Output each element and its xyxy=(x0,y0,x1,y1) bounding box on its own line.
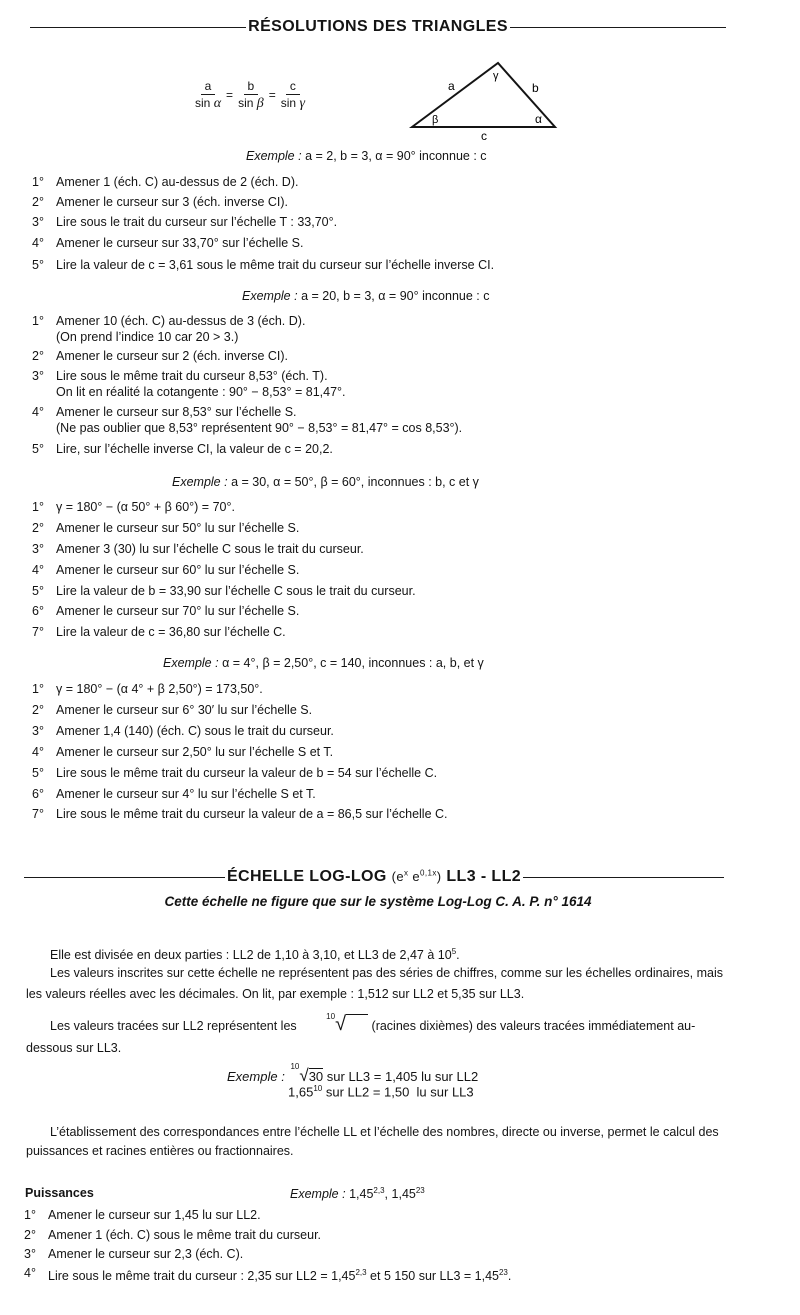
radical-sign: √ xyxy=(335,1013,347,1036)
step-number: 1° xyxy=(32,314,44,328)
exponent: 23 xyxy=(498,1268,508,1277)
example-label: Exemple : xyxy=(172,475,228,489)
step-text: Lire la valeur de c = 3,61 sous le même trait du curseur sur l’échelle inverse CI. xyxy=(56,258,495,272)
fraction-b xyxy=(234,78,268,112)
sin-label: sin xyxy=(280,96,297,110)
example-text: α = 4°, β = 2,50°, c = 140, inconnues : a, b, et γ xyxy=(222,656,484,670)
example-text: sur LL2 = 1,50 lu sur LL3 xyxy=(325,1084,474,1100)
step-number: 6° xyxy=(32,604,44,618)
powers-step xyxy=(24,1227,321,1243)
section-heading-log-log xyxy=(24,868,724,886)
example-4-step xyxy=(32,681,263,697)
tenth-root-expression xyxy=(288,1061,324,1086)
step-number: 4° xyxy=(32,745,44,759)
step-text: Amener le curseur sur 60° lu sur l’échelle S. xyxy=(56,563,300,577)
side-b-label: b xyxy=(532,81,539,95)
denominator-sin-alpha xyxy=(191,95,225,112)
example-3-step xyxy=(32,499,235,515)
step-line: (Ne pas oublier que 8,53° représentent 90° − 8,53° = 81,47° = cos 8,53°). xyxy=(56,421,463,435)
step-line: (On prend l’indice 10 car 20 > 3.) xyxy=(56,330,239,344)
step-number: 3° xyxy=(24,1247,36,1261)
step-part: Lire sous le même trait du curseur : 2,35 sur LL2 = 1,45 xyxy=(48,1269,356,1284)
root-index: 10 xyxy=(290,1061,300,1071)
step-number: 4° xyxy=(32,236,44,250)
example-2-step xyxy=(32,441,333,457)
paragraph-roots xyxy=(26,1012,728,1037)
example-4-step xyxy=(32,806,448,822)
step-text: Lire la valeur de c = 36,80 sur l’échelle C. xyxy=(56,625,286,639)
angle-beta-label: β xyxy=(432,114,439,126)
example-label: Exemple : xyxy=(290,1187,346,1202)
step-line: Lire sous le même trait du curseur 8,53° (éch. T). xyxy=(56,369,328,383)
numerator-a: a xyxy=(201,78,216,95)
example-2-step xyxy=(32,313,305,345)
exponent: 10 xyxy=(313,1084,323,1093)
step-line: On lit en réalité la cotangente : 90° − 8,53° = 81,47°. xyxy=(56,385,346,399)
equals-sign: = xyxy=(268,88,276,102)
heading-rule-right xyxy=(523,877,724,878)
example-4-statement xyxy=(163,656,484,670)
example-text: a = 20, b = 3, α = 90° inconnue : c xyxy=(301,289,490,303)
heading-rule-left xyxy=(24,877,225,878)
step-number: 7° xyxy=(32,625,44,639)
title-formula xyxy=(392,869,442,884)
punctuation: . xyxy=(456,948,460,963)
step-number: 1° xyxy=(32,500,44,514)
example-label: Exemple : xyxy=(246,149,302,163)
power-base: 1,65 xyxy=(288,1084,314,1100)
example-2-step xyxy=(32,404,462,436)
step-number: 1° xyxy=(32,175,44,189)
formula-part: e xyxy=(408,869,421,884)
step-number: 2° xyxy=(32,521,44,535)
example-1-step xyxy=(32,257,494,273)
step-number: 7° xyxy=(32,807,44,821)
numerator-c: c xyxy=(286,78,300,95)
example-4-step xyxy=(32,765,437,781)
exponent: 23 xyxy=(415,1186,425,1195)
exponent: 5 xyxy=(451,947,457,956)
step-text xyxy=(56,404,462,436)
example-text: a = 30, α = 50°, β = 60°, inconnues : b, c et γ xyxy=(231,475,479,489)
step-part: et 5 150 sur LL3 = 1,45 xyxy=(366,1269,499,1284)
example-1-statement xyxy=(246,149,487,163)
sin-label: sin xyxy=(195,96,211,110)
title-scales: LL3 - LL2 xyxy=(446,868,522,885)
exponent: 2,3 xyxy=(355,1268,367,1277)
step-number: 5° xyxy=(32,584,44,598)
separator: , xyxy=(384,1187,389,1202)
law-of-sines-formula xyxy=(191,78,309,112)
example-4-step xyxy=(32,744,333,760)
formula-part: (e xyxy=(391,869,404,884)
exponent: 2,3 xyxy=(373,1186,385,1195)
example-1-step xyxy=(32,214,337,230)
example-text: a = 2, b = 3, α = 90° inconnue : c xyxy=(305,149,487,163)
step-text: Amener le curseur sur 2 (éch. inverse CI). xyxy=(56,349,289,363)
formula-part: ) xyxy=(436,869,442,884)
example-2-statement xyxy=(242,289,489,303)
step-number: 4° xyxy=(32,563,44,577)
step-number: 5° xyxy=(32,442,44,456)
side-c-label: c xyxy=(481,129,487,143)
step-number: 4° xyxy=(32,405,44,419)
step-text: Amener le curseur sur 2,50° lu sur l’échelle S et T. xyxy=(56,745,334,759)
step-number: 3° xyxy=(32,724,44,738)
step-text: Amener le curseur sur 70° lu sur l’échelle S. xyxy=(56,604,300,618)
step-number: 1° xyxy=(24,1208,36,1222)
step-text: γ = 180° − (α 50° + β 60°) = 70°. xyxy=(56,500,235,514)
heading-rule-right xyxy=(510,27,726,28)
paragraph-values: Les valeurs inscrites sur cette échelle ne représentent pas des séries de chiffres, comme sur les échelles ordinaires, mais les valeurs réelles avec les décimales. On lit, par exemple : 1,512 sur LL2 et 5,35 sur LL3. xyxy=(26,966,723,1001)
title-main: ÉCHELLE LOG-LOG xyxy=(226,868,387,885)
tenth-root-symbol xyxy=(300,1012,368,1037)
section-title: RÉSOLUTIONS DES TRIANGLES xyxy=(248,18,508,35)
example-2-step xyxy=(32,368,346,400)
sin-label: sin xyxy=(238,96,254,110)
step-number: 2° xyxy=(24,1228,36,1242)
heading-rule-left xyxy=(30,27,246,28)
powers-step xyxy=(24,1265,511,1284)
step-text: Amener le curseur sur 1,45 lu sur LL2. xyxy=(48,1208,261,1222)
example-label: Exemple : xyxy=(242,289,298,303)
step-text: Amener le curseur sur 6° 30′ lu sur l’échelle S. xyxy=(56,703,313,717)
example-3-statement xyxy=(172,475,479,489)
formula-exponent: x xyxy=(403,868,409,878)
step-number: 2° xyxy=(32,195,44,209)
step-text: Lire sous le même trait du curseur la valeur de a = 86,5 sur l’échelle C. xyxy=(56,807,448,821)
step-text: Amener le curseur sur 4° lu sur l’échelle S et T. xyxy=(56,787,316,801)
power-base: 1,45 xyxy=(391,1187,416,1202)
step-number: 5° xyxy=(32,258,44,272)
angle-alpha-label: α xyxy=(535,112,542,126)
radicand: 30 xyxy=(308,1069,324,1084)
step-text: Amener le curseur sur 50° lu sur l’échelle S. xyxy=(56,521,300,535)
step-text: Lire, sur l’échelle inverse CI, la valeur de c = 20,2. xyxy=(56,442,333,456)
step-number: 6° xyxy=(32,787,44,801)
example-label: Exemple : xyxy=(163,656,219,670)
step-text xyxy=(56,368,346,400)
numerator-b: b xyxy=(244,78,259,95)
equals-sign: = xyxy=(226,88,234,102)
denominator-sin-beta xyxy=(234,95,268,112)
radical-sign: √ xyxy=(299,1066,309,1085)
step-text: Lire sous le même trait du curseur la valeur de b = 54 sur l’échelle C. xyxy=(56,766,438,780)
root-index: 10 xyxy=(326,1012,336,1021)
example-3-step xyxy=(32,520,299,536)
step-text: γ = 180° − (α 4° + β 2,50°) = 173,50°. xyxy=(56,682,263,696)
example-4-step xyxy=(32,723,334,739)
formula-exponent: 0,1x xyxy=(420,868,437,878)
side-a-label: a xyxy=(448,79,455,93)
example-3-step xyxy=(32,541,364,557)
example-1-step xyxy=(32,174,298,190)
example-2-step xyxy=(32,348,288,364)
fraction-c xyxy=(277,78,309,112)
step-text xyxy=(48,1265,511,1284)
step-text: Amener 1 (éch. C) au-dessus de 2 (éch. D). xyxy=(56,175,299,189)
step-text xyxy=(56,313,305,345)
fraction-a xyxy=(191,78,225,112)
loglog-example-line2 xyxy=(288,1084,474,1099)
step-number: 1° xyxy=(32,682,44,696)
step-text: Amener le curseur sur 33,70° sur l’échelle S. xyxy=(56,236,304,250)
radical-bar xyxy=(346,1014,368,1015)
example-3-step xyxy=(32,624,286,640)
powers-example xyxy=(290,1186,425,1201)
example-3-step xyxy=(32,583,416,599)
punctuation: . xyxy=(507,1269,512,1284)
paragraph-correspondences: L’établissement des correspondances entre l’échelle LL et l’échelle des nombres, directe ou inverse, permet le calcul des puissances et racines entières ou fractionnaires. xyxy=(26,1125,719,1158)
step-text: Amener le curseur sur 2,3 (éch. C). xyxy=(48,1247,244,1261)
step-number: 3° xyxy=(32,369,44,383)
powers-step xyxy=(24,1246,243,1262)
step-number: 5° xyxy=(32,766,44,780)
example-3-step xyxy=(32,603,299,619)
step-text: Amener le curseur sur 3 (éch. inverse CI). xyxy=(56,195,289,209)
step-line: Amener 10 (éch. C) au-dessus de 3 (éch. D). xyxy=(56,314,306,328)
step-text: Amener 3 (30) lu sur l’échelle C sous le trait du curseur. xyxy=(56,542,364,556)
beta-symbol: β xyxy=(256,96,264,111)
step-number: 3° xyxy=(32,542,44,556)
power-base: 1,45 xyxy=(349,1187,374,1202)
example-label: Exemple : xyxy=(227,1069,285,1084)
alpha-symbol: α xyxy=(213,96,222,111)
example-text: sur LL3 = 1,405 lu sur LL2 xyxy=(326,1069,479,1084)
paragraph-text: Les valeurs tracées sur LL2 représentent les xyxy=(50,1019,297,1034)
example-3-step xyxy=(32,562,299,578)
step-number: 3° xyxy=(32,215,44,229)
example-4-step xyxy=(32,786,316,802)
section-title xyxy=(225,868,523,886)
powers-heading: Puissances xyxy=(25,1186,94,1200)
step-line: Amener le curseur sur 8,53° sur l’échelle S. xyxy=(56,405,297,419)
step-text: Amener 1 (éch. C) sous le même trait du curseur. xyxy=(48,1228,322,1242)
step-text: Amener 1,4 (140) (éch. C) sous le trait du curseur. xyxy=(56,724,334,738)
loglog-example-line1 xyxy=(227,1061,479,1086)
paragraph-roots-line2: dessous sur LL3. xyxy=(26,1041,122,1055)
step-number: 2° xyxy=(32,349,44,363)
example-1-step xyxy=(32,235,303,251)
section-heading-triangles xyxy=(30,18,726,36)
step-number: 2° xyxy=(32,703,44,717)
denominator-sin-gamma xyxy=(277,95,309,112)
step-text: Lire sous le trait du curseur sur l’échelle T : 33,70°. xyxy=(56,215,338,229)
section-subtitle: Cette échelle ne figure que sur le système Log-Log C. A. P. n° 1614 xyxy=(164,894,592,909)
step-text: Lire la valeur de b = 33,90 sur l’échelle C sous le trait du curseur. xyxy=(56,584,416,598)
paragraph-text: (racines dixièmes) des valeurs tracées immédiatement au- xyxy=(371,1019,696,1034)
example-4-step xyxy=(32,702,312,718)
angle-gamma-label: γ xyxy=(493,70,499,82)
gamma-symbol: γ xyxy=(299,96,305,111)
triangle-diagram xyxy=(405,58,565,148)
example-1-step xyxy=(32,194,288,210)
paragraph-text: Elle est divisée en deux parties : LL2 de 1,10 à 3,10, et LL3 de 2,47 à 10 xyxy=(50,948,452,963)
powers-step xyxy=(24,1207,261,1223)
step-number: 4° xyxy=(24,1266,36,1280)
